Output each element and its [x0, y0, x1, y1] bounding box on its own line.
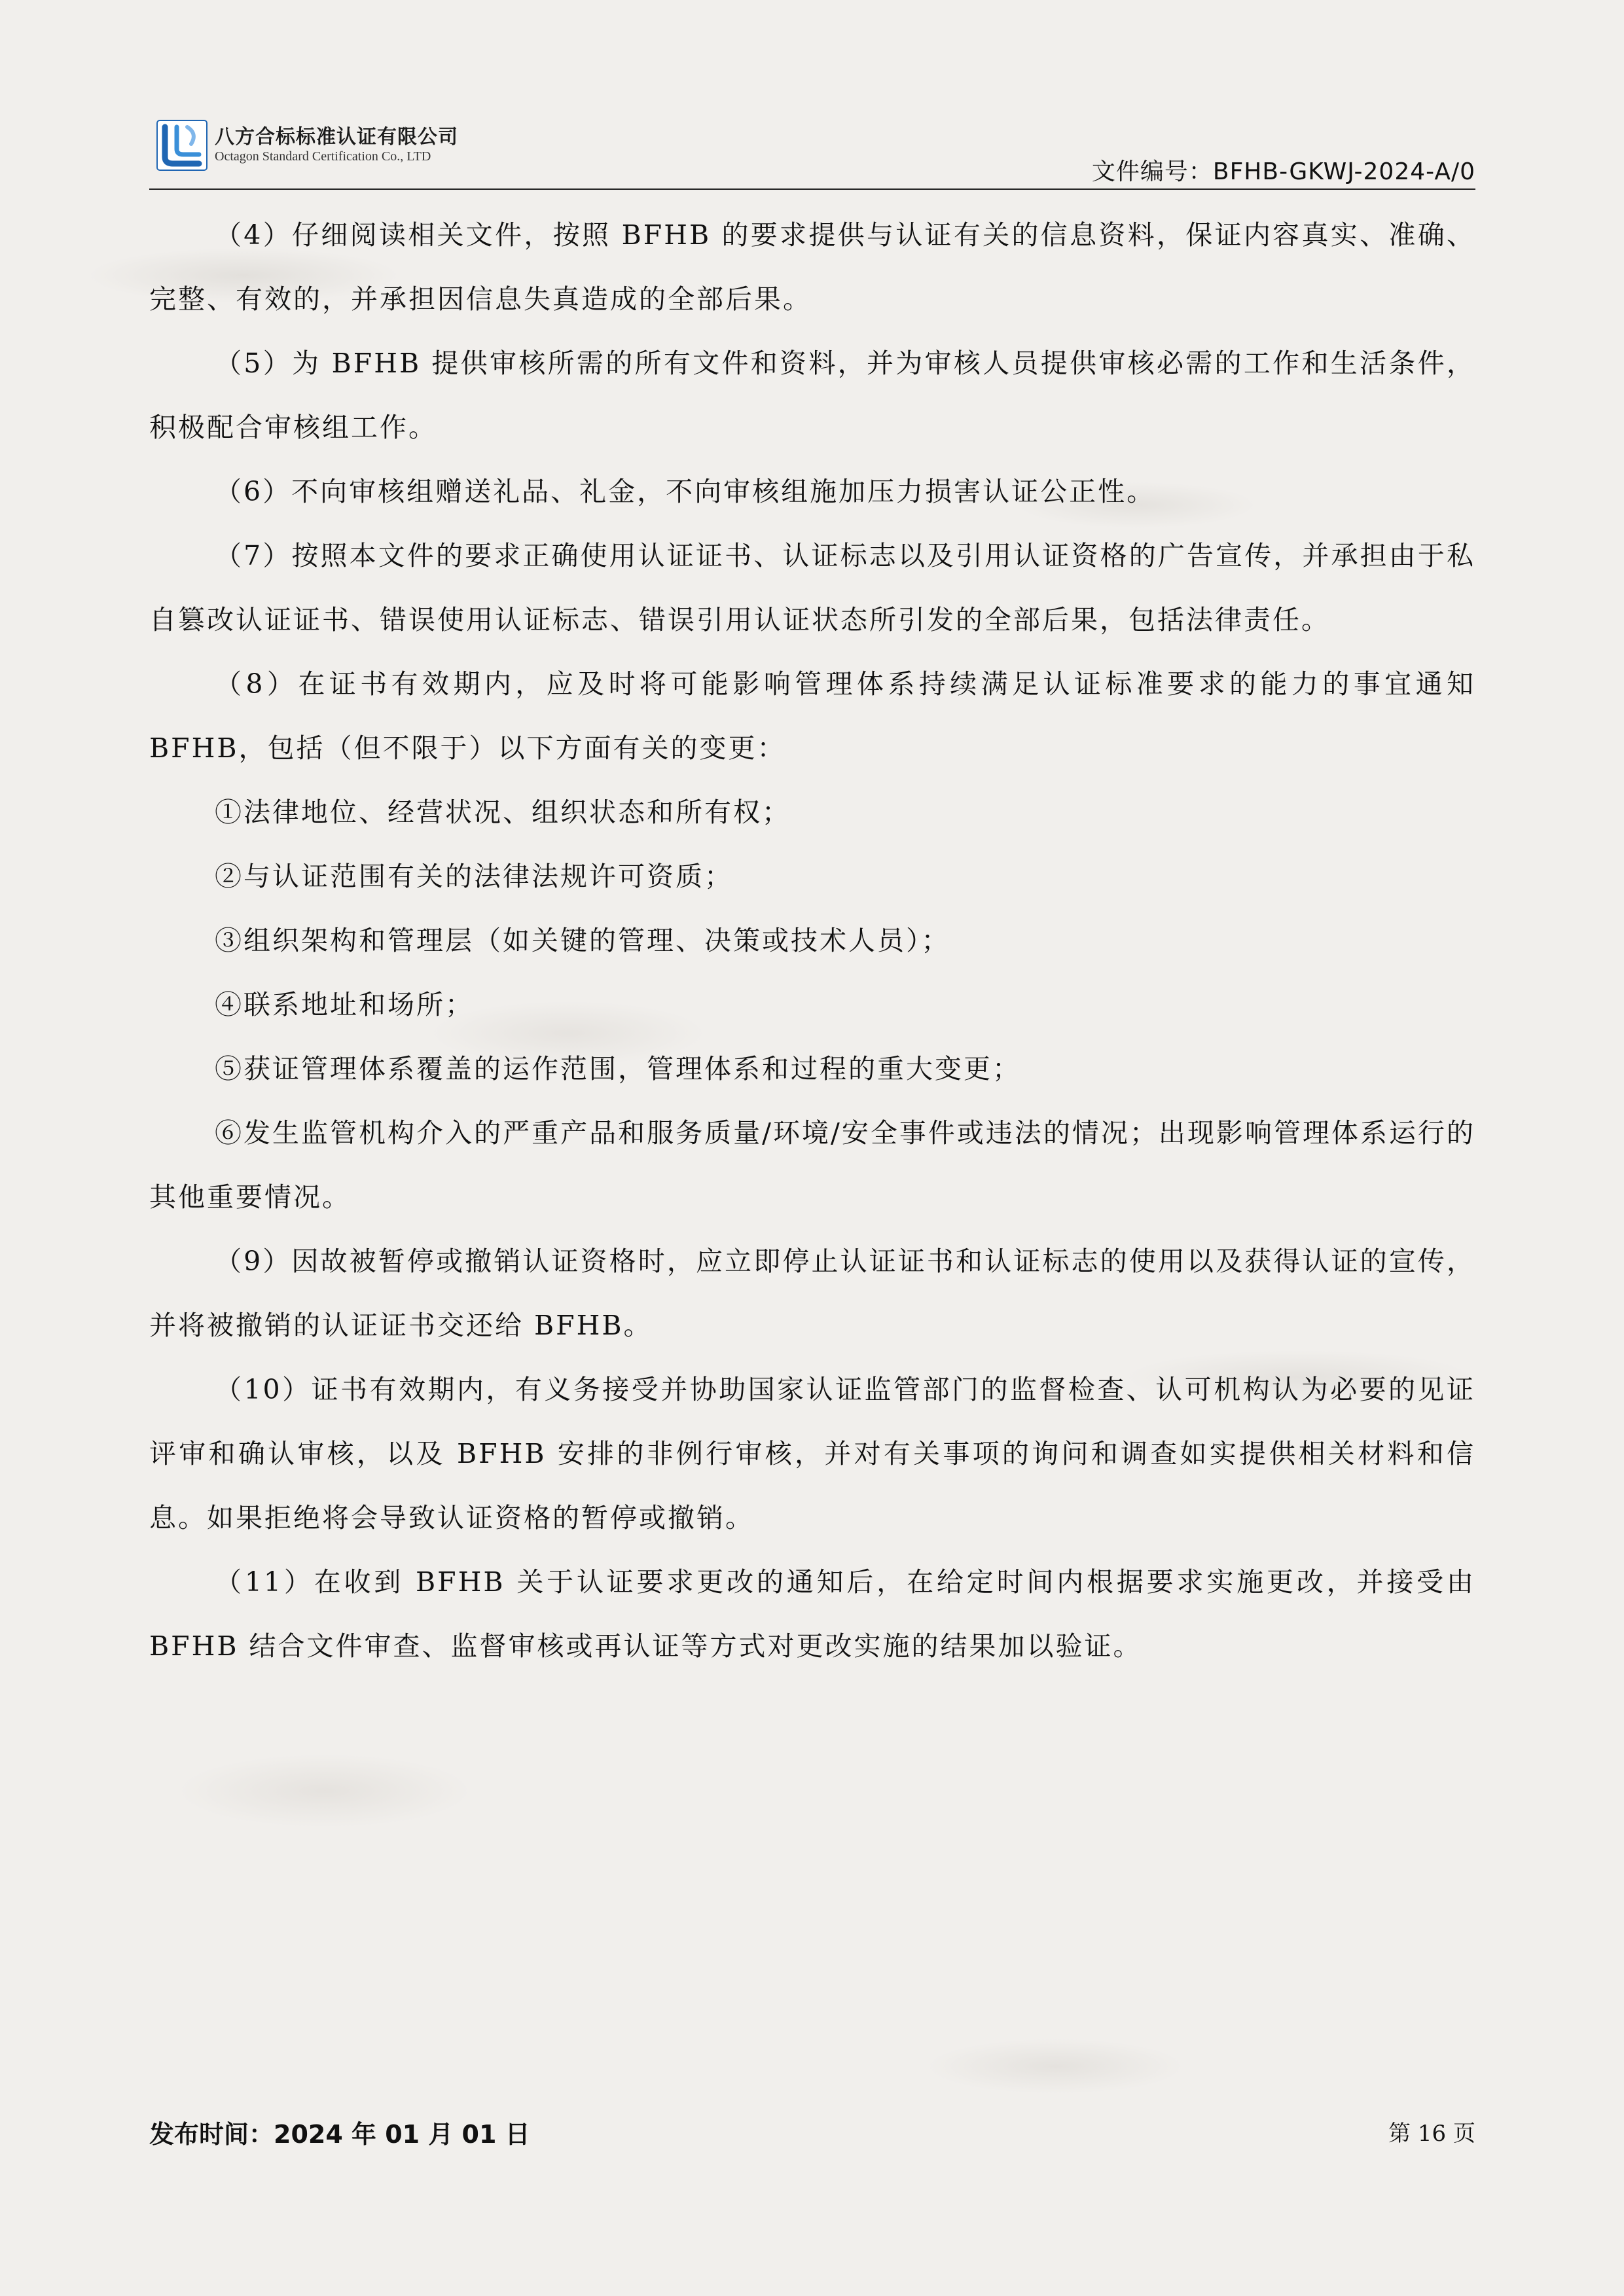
paragraph-11: （11）在收到 BFHB 关于认证要求更改的通知后，在给定时间内根据要求实施更改，并接受由 BFHB 结合文件审查、监督审核或再认证等方式对更改实施的结果加以验证。	[149, 1566, 1475, 1662]
list-item-4: ④联系地址和场所；	[215, 989, 474, 1020]
company-logo	[156, 119, 458, 171]
company-name-cn: 八方合标标准认证有限公司	[215, 126, 458, 149]
paragraph-6: （6）不向审核组赠送礼品、礼金，不向审核组施加压力损害认证公正性。	[215, 476, 1156, 507]
document-number: 文件编号：BFHB-GKWJ-2024-A/0	[1091, 158, 1475, 185]
list-item-6: ⑥发生监管机构介入的严重产品和服务质量/环境/安全事件或违法的情况；出现影响管理体系运行的其他重要情况。	[149, 1117, 1475, 1213]
company-logo-icon	[156, 119, 208, 171]
document-body	[149, 203, 1475, 1678]
publish-date: 发布时间：2024 年 01 月 01 日	[149, 2120, 530, 2149]
paragraph-7: （7）按照本文件的要求正确使用认证证书、认证标志以及引用认证资格的广告宣传，并承担由于私自篡改认证证书、错误使用认证标志、错误引用认证状态所引发的全部后果，包括法律责任。	[149, 540, 1475, 636]
paragraph-4: （4）仔细阅读相关文件，按照 BFHB 的要求提供与认证有关的信息资料，保证内容真实、准确、完整、有效的，并承担因信息失真造成的全部后果。	[149, 219, 1475, 315]
list-item-5: ⑤获证管理体系覆盖的运作范围，管理体系和过程的重大变更；	[215, 1053, 1021, 1085]
list-item-1: ①法律地位、经营状况、组织状态和所有权；	[215, 797, 791, 828]
page-header	[149, 113, 1475, 191]
paragraph-8: （8）在证书有效期内，应及时将可能影响管理体系持续满足认证标准要求的能力的事宜通知 BFHB，包括（但不限于）以下方面有关的变更：	[149, 668, 1475, 764]
paragraph-5: （5）为 BFHB 提供审核所需的所有文件和资料，并为审核人员提供审核必需的工作和生活条件，积极配合审核组工作。	[149, 348, 1475, 443]
paragraph-9: （9）因故被暂停或撤销认证资格时，应立即停止认证证书和认证标志的使用以及获得认证的宣传，并将被撤销的认证证书交还给 BFHB。	[149, 1246, 1475, 1341]
company-name-en: Octagon Standard Certification Co., LTD	[215, 149, 431, 164]
paragraph-10: （10）证书有效期内，有义务接受并协助国家认证监管部门的监督检查、认可机构认为必要的见证评审和确认审核，以及 BFHB 安排的非例行审核，并对有关事项的询问和调查如实提供相关材料和信息。如果拒绝将会导致认证资格的暂停或撤销。	[149, 1374, 1475, 1534]
list-item-2: ②与认证范围有关的法律法规许可资质；	[215, 861, 733, 892]
page-number: 第 16 页	[1388, 2121, 1475, 2147]
page-footer	[149, 2114, 1475, 2153]
list-item-3: ③组织架构和管理层（如关键的管理、决策或技术人员）；	[215, 925, 950, 956]
header-divider	[149, 188, 1475, 190]
